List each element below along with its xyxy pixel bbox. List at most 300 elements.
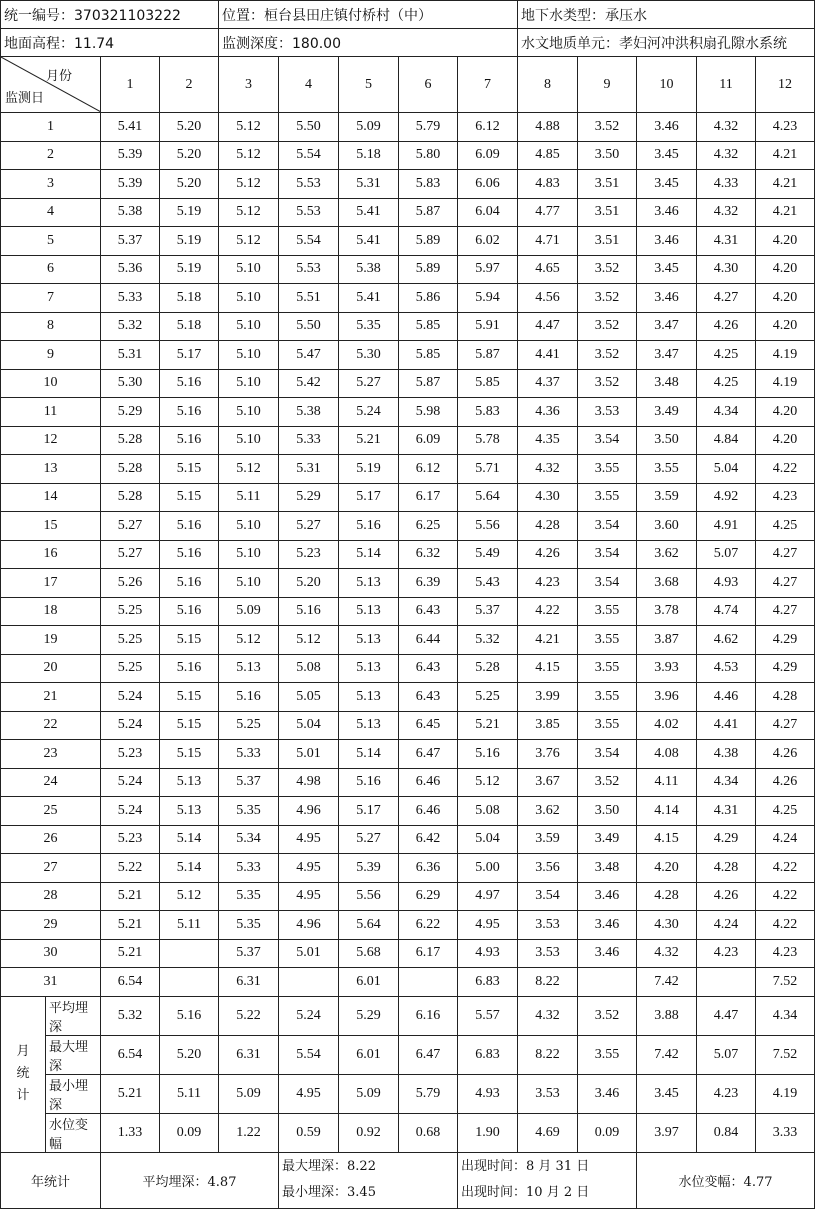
table-row <box>1 683 815 712</box>
day-cell: 30 <box>1 939 101 968</box>
value-cell: 4.95 <box>279 882 339 911</box>
value-cell: 4.77 <box>518 198 578 227</box>
stat-value: 5.32 <box>101 996 160 1035</box>
value-cell: 4.20 <box>756 398 815 427</box>
month-header: 7 <box>458 57 518 113</box>
value-cell: 4.98 <box>279 768 339 797</box>
value-cell: 3.60 <box>637 512 697 541</box>
value-cell: 5.12 <box>219 626 279 655</box>
stat-value: 0.84 <box>697 1113 756 1152</box>
value-cell: 3.52 <box>578 255 637 284</box>
value-cell: 4.21 <box>518 626 578 655</box>
annual-row <box>1 1152 815 1208</box>
value-cell: 4.96 <box>279 911 339 940</box>
value-cell: 5.25 <box>101 626 160 655</box>
value-cell: 5.26 <box>101 569 160 598</box>
value-cell: 3.45 <box>637 255 697 284</box>
value-cell: 5.15 <box>160 711 219 740</box>
stat-value: 6.83 <box>458 1035 518 1074</box>
value-cell: 5.13 <box>339 597 399 626</box>
value-cell: 4.20 <box>756 227 815 256</box>
value-cell: 4.95 <box>279 825 339 854</box>
table-row <box>1 768 815 797</box>
value-cell: 5.41 <box>339 284 399 313</box>
value-cell: 4.23 <box>697 939 756 968</box>
value-cell: 5.16 <box>219 683 279 712</box>
value-cell: 5.86 <box>399 284 458 313</box>
stat-value: 5.29 <box>339 996 399 1035</box>
value-cell: 5.13 <box>339 683 399 712</box>
value-cell: 3.47 <box>637 341 697 370</box>
stat-value: 3.88 <box>637 996 697 1035</box>
value-cell: 5.10 <box>219 569 279 598</box>
day-cell: 6 <box>1 255 101 284</box>
annual-range: 水位变幅：4.77 <box>637 1152 815 1208</box>
value-cell: 4.29 <box>756 654 815 683</box>
annual-max: 最大埋深：8.22 <box>282 1159 376 1174</box>
value-cell: 6.46 <box>399 797 458 826</box>
value-cell: 5.64 <box>339 911 399 940</box>
value-cell: 3.52 <box>578 369 637 398</box>
value-cell: 5.28 <box>101 483 160 512</box>
value-cell: 5.16 <box>160 597 219 626</box>
value-cell: 5.85 <box>399 312 458 341</box>
value-cell: 5.05 <box>279 683 339 712</box>
value-cell: 5.24 <box>101 768 160 797</box>
stat-value: 5.20 <box>160 1035 219 1074</box>
value-cell: 3.52 <box>578 768 637 797</box>
day-cell: 23 <box>1 740 101 769</box>
value-cell: 4.02 <box>637 711 697 740</box>
value-cell: 6.43 <box>399 683 458 712</box>
value-cell: 5.18 <box>160 284 219 313</box>
value-cell: 5.39 <box>101 170 160 199</box>
value-cell: 5.27 <box>101 540 160 569</box>
value-cell: 5.64 <box>458 483 518 512</box>
stats-row <box>1 1113 815 1152</box>
value-cell: 3.68 <box>637 569 697 598</box>
value-cell: 3.52 <box>578 312 637 341</box>
stat-value: 6.47 <box>399 1035 458 1074</box>
stat-value: 6.16 <box>399 996 458 1035</box>
table-row <box>1 882 815 911</box>
stat-value: 4.47 <box>697 996 756 1035</box>
month-header: 3 <box>219 57 279 113</box>
value-cell: 5.10 <box>219 312 279 341</box>
value-cell: 5.68 <box>339 939 399 968</box>
annual-label: 年统计 <box>1 1152 101 1208</box>
value-cell: 5.42 <box>279 369 339 398</box>
value-cell: 5.10 <box>219 512 279 541</box>
value-cell: 5.28 <box>101 455 160 484</box>
stat-value: 4.69 <box>518 1113 578 1152</box>
value-cell: 5.31 <box>101 341 160 370</box>
month-header: 8 <box>518 57 578 113</box>
stat-value: 4.95 <box>279 1074 339 1113</box>
value-cell: 3.46 <box>637 198 697 227</box>
value-cell: 4.27 <box>756 597 815 626</box>
day-cell: 3 <box>1 170 101 199</box>
value-cell: 3.76 <box>518 740 578 769</box>
value-cell: 6.12 <box>458 113 518 142</box>
value-cell: 5.32 <box>458 626 518 655</box>
day-cell: 25 <box>1 797 101 826</box>
value-cell: 4.30 <box>697 255 756 284</box>
hydrogeologic-unit: 水文地质单元：孝妇河冲洪积扇孔隙水系统 <box>518 29 815 57</box>
stat-label: 最大埋深 <box>46 1035 101 1074</box>
annual-times <box>458 1152 637 1208</box>
day-cell: 7 <box>1 284 101 313</box>
value-cell: 5.97 <box>458 255 518 284</box>
value-cell: 5.87 <box>458 341 518 370</box>
day-cell: 26 <box>1 825 101 854</box>
value-cell: 6.06 <box>458 170 518 199</box>
annual-min-time: 出现时间：10 月 2 日 <box>461 1185 590 1200</box>
value-cell: 5.04 <box>279 711 339 740</box>
value-cell: 3.48 <box>637 369 697 398</box>
table-row <box>1 141 815 170</box>
table-row <box>1 939 815 968</box>
value-cell: 4.28 <box>697 854 756 883</box>
value-cell: 6.47 <box>399 740 458 769</box>
table-row <box>1 854 815 883</box>
value-cell: 3.62 <box>518 797 578 826</box>
value-cell: 5.25 <box>101 654 160 683</box>
value-cell: 5.23 <box>101 740 160 769</box>
value-cell: 4.93 <box>458 939 518 968</box>
value-cell: 3.50 <box>578 141 637 170</box>
value-cell: 7.42 <box>637 968 697 997</box>
value-cell: 5.12 <box>219 113 279 142</box>
value-cell: 5.56 <box>339 882 399 911</box>
value-cell: 5.34 <box>219 825 279 854</box>
value-cell: 5.13 <box>339 654 399 683</box>
value-cell: 5.25 <box>101 597 160 626</box>
value-cell: 4.22 <box>756 854 815 883</box>
value-cell: 4.95 <box>279 854 339 883</box>
value-cell: 6.09 <box>458 141 518 170</box>
value-cell: 5.08 <box>458 797 518 826</box>
value-cell: 5.38 <box>279 398 339 427</box>
value-cell: 6.54 <box>101 968 160 997</box>
value-cell: 3.50 <box>637 426 697 455</box>
value-cell: 3.55 <box>578 683 637 712</box>
value-cell: 5.24 <box>339 398 399 427</box>
value-cell: 3.52 <box>578 284 637 313</box>
stat-value: 5.09 <box>219 1074 279 1113</box>
value-cell: 3.56 <box>518 854 578 883</box>
table-row <box>1 227 815 256</box>
day-axis-label: 监测日 <box>5 91 45 106</box>
table-row <box>1 626 815 655</box>
table-row <box>1 341 815 370</box>
value-cell <box>697 968 756 997</box>
value-cell: 4.30 <box>518 483 578 512</box>
value-cell: 5.24 <box>101 683 160 712</box>
value-cell: 4.23 <box>756 939 815 968</box>
value-cell: 4.26 <box>756 740 815 769</box>
value-cell: 5.91 <box>458 312 518 341</box>
day-cell: 14 <box>1 483 101 512</box>
value-cell: 5.16 <box>458 740 518 769</box>
value-cell: 5.25 <box>458 683 518 712</box>
value-cell: 5.18 <box>339 141 399 170</box>
value-cell: 4.22 <box>756 882 815 911</box>
value-cell: 5.23 <box>101 825 160 854</box>
value-cell: 6.29 <box>399 882 458 911</box>
value-cell: 5.41 <box>101 113 160 142</box>
value-cell: 4.19 <box>756 369 815 398</box>
value-cell: 5.16 <box>160 540 219 569</box>
value-cell: 5.16 <box>160 369 219 398</box>
value-cell: 4.34 <box>697 398 756 427</box>
stat-value: 5.79 <box>399 1074 458 1113</box>
value-cell: 5.22 <box>101 854 160 883</box>
day-cell: 18 <box>1 597 101 626</box>
value-cell: 5.16 <box>160 398 219 427</box>
value-cell: 5.29 <box>101 398 160 427</box>
value-cell <box>279 968 339 997</box>
value-cell: 5.53 <box>279 170 339 199</box>
value-cell: 3.93 <box>637 654 697 683</box>
value-cell: 4.25 <box>756 512 815 541</box>
value-cell: 5.43 <box>458 569 518 598</box>
value-cell: 5.01 <box>279 740 339 769</box>
value-cell: 5.29 <box>279 483 339 512</box>
value-cell: 5.09 <box>339 113 399 142</box>
value-cell: 5.27 <box>101 512 160 541</box>
value-cell: 5.20 <box>279 569 339 598</box>
value-cell: 3.55 <box>578 711 637 740</box>
value-cell: 4.36 <box>518 398 578 427</box>
value-cell: 4.27 <box>756 540 815 569</box>
day-cell: 16 <box>1 540 101 569</box>
ground-elevation: 地面高程：11.74 <box>1 29 219 57</box>
value-cell: 5.89 <box>399 227 458 256</box>
value-cell: 4.33 <box>697 170 756 199</box>
value-cell: 5.13 <box>339 626 399 655</box>
table-row <box>1 113 815 142</box>
value-cell: 5.39 <box>101 141 160 170</box>
header-row-1 <box>1 1 815 29</box>
value-cell: 4.31 <box>697 227 756 256</box>
value-cell: 5.32 <box>101 312 160 341</box>
value-cell: 5.33 <box>219 854 279 883</box>
table-row <box>1 369 815 398</box>
table-row <box>1 312 815 341</box>
value-cell: 4.20 <box>756 284 815 313</box>
value-cell: 5.83 <box>399 170 458 199</box>
value-cell: 5.24 <box>101 797 160 826</box>
value-cell: 4.27 <box>697 284 756 313</box>
value-cell: 3.55 <box>578 626 637 655</box>
value-cell: 4.32 <box>518 455 578 484</box>
value-cell: 4.91 <box>697 512 756 541</box>
value-cell: 5.13 <box>160 797 219 826</box>
value-cell: 5.10 <box>219 341 279 370</box>
value-cell: 7.52 <box>756 968 815 997</box>
value-cell: 3.87 <box>637 626 697 655</box>
table-row <box>1 398 815 427</box>
value-cell: 5.12 <box>219 141 279 170</box>
value-cell: 3.54 <box>578 426 637 455</box>
value-cell: 5.24 <box>101 711 160 740</box>
value-cell: 5.37 <box>101 227 160 256</box>
value-cell: 6.46 <box>399 768 458 797</box>
stat-value: 0.92 <box>339 1113 399 1152</box>
value-cell: 5.85 <box>458 369 518 398</box>
value-cell: 4.11 <box>637 768 697 797</box>
value-cell: 5.56 <box>458 512 518 541</box>
value-cell: 4.37 <box>518 369 578 398</box>
value-cell: 4.32 <box>697 113 756 142</box>
stat-value: 0.68 <box>399 1113 458 1152</box>
value-cell: 5.04 <box>458 825 518 854</box>
value-cell: 4.21 <box>756 198 815 227</box>
value-cell: 5.38 <box>101 198 160 227</box>
value-cell: 5.27 <box>339 825 399 854</box>
month-header-row <box>1 57 815 113</box>
value-cell: 5.35 <box>219 882 279 911</box>
value-cell: 6.02 <box>458 227 518 256</box>
stat-value: 3.46 <box>578 1074 637 1113</box>
value-cell: 4.25 <box>697 341 756 370</box>
value-cell: 3.45 <box>637 141 697 170</box>
value-cell: 3.52 <box>578 113 637 142</box>
value-cell: 4.84 <box>697 426 756 455</box>
value-cell: 3.46 <box>637 227 697 256</box>
value-cell: 5.36 <box>101 255 160 284</box>
value-cell: 4.41 <box>518 341 578 370</box>
value-cell: 4.20 <box>637 854 697 883</box>
value-cell: 4.65 <box>518 255 578 284</box>
stat-value: 6.54 <box>101 1035 160 1074</box>
day-cell: 12 <box>1 426 101 455</box>
value-cell: 5.13 <box>339 569 399 598</box>
value-cell: 6.17 <box>399 483 458 512</box>
month-header: 4 <box>279 57 339 113</box>
value-cell: 6.45 <box>399 711 458 740</box>
day-cell: 8 <box>1 312 101 341</box>
month-axis-label: 月份 <box>45 69 72 84</box>
value-cell: 6.39 <box>399 569 458 598</box>
value-cell: 5.19 <box>339 455 399 484</box>
value-cell: 4.32 <box>697 141 756 170</box>
value-cell: 3.48 <box>578 854 637 883</box>
value-cell: 3.51 <box>578 198 637 227</box>
value-cell: 4.30 <box>637 911 697 940</box>
stat-value: 8.22 <box>518 1035 578 1074</box>
month-header: 10 <box>637 57 697 113</box>
value-cell: 5.25 <box>219 711 279 740</box>
value-cell: 5.11 <box>219 483 279 512</box>
value-cell: 5.20 <box>160 170 219 199</box>
value-cell: 4.53 <box>697 654 756 683</box>
value-cell: 3.46 <box>637 113 697 142</box>
value-cell: 6.22 <box>399 911 458 940</box>
value-cell: 6.31 <box>219 968 279 997</box>
value-cell: 4.32 <box>697 198 756 227</box>
value-cell: 3.54 <box>578 540 637 569</box>
value-cell: 5.33 <box>219 740 279 769</box>
stat-value: 4.32 <box>518 996 578 1035</box>
value-cell: 4.34 <box>697 768 756 797</box>
value-cell: 6.09 <box>399 426 458 455</box>
value-cell: 5.13 <box>339 711 399 740</box>
stat-value: 7.42 <box>637 1035 697 1074</box>
value-cell: 5.08 <box>279 654 339 683</box>
annual-min: 最小埋深：3.45 <box>282 1185 376 1200</box>
value-cell: 5.31 <box>339 170 399 199</box>
value-cell: 5.15 <box>160 740 219 769</box>
value-cell: 5.21 <box>458 711 518 740</box>
stats-row <box>1 996 815 1035</box>
value-cell: 4.22 <box>756 455 815 484</box>
value-cell: 5.98 <box>399 398 458 427</box>
stat-value: 3.45 <box>637 1074 697 1113</box>
value-cell: 5.19 <box>160 255 219 284</box>
value-cell: 3.55 <box>578 483 637 512</box>
value-cell: 3.51 <box>578 170 637 199</box>
value-cell: 3.59 <box>518 825 578 854</box>
value-cell <box>578 968 637 997</box>
value-cell: 5.80 <box>399 141 458 170</box>
location: 位置：桓台县田庄镇付桥村（中） <box>219 1 518 29</box>
value-cell: 4.15 <box>637 825 697 854</box>
value-cell: 5.35 <box>219 797 279 826</box>
stat-value: 3.97 <box>637 1113 697 1152</box>
value-cell: 6.44 <box>399 626 458 655</box>
value-cell: 3.46 <box>578 911 637 940</box>
value-cell: 4.74 <box>697 597 756 626</box>
value-cell: 5.30 <box>339 341 399 370</box>
value-cell: 5.15 <box>160 626 219 655</box>
value-cell: 5.41 <box>339 198 399 227</box>
table-row <box>1 797 815 826</box>
value-cell: 5.10 <box>219 540 279 569</box>
station-id: 统一编号：370321103222 <box>1 1 219 29</box>
value-cell: 5.33 <box>101 284 160 313</box>
table-row <box>1 569 815 598</box>
value-cell: 5.31 <box>279 455 339 484</box>
value-cell: 3.55 <box>578 654 637 683</box>
value-cell: 3.46 <box>578 882 637 911</box>
group-char: 月 <box>16 1044 30 1059</box>
stat-value: 0.09 <box>578 1113 637 1152</box>
stat-value: 4.34 <box>756 996 815 1035</box>
value-cell: 3.49 <box>637 398 697 427</box>
groundwater-type: 地下水类型：承压水 <box>518 1 815 29</box>
value-cell: 5.16 <box>339 768 399 797</box>
value-cell: 5.16 <box>160 569 219 598</box>
header-row-2 <box>1 29 815 57</box>
value-cell: 5.53 <box>279 198 339 227</box>
stat-value: 5.57 <box>458 996 518 1035</box>
table-row <box>1 740 815 769</box>
value-cell: 5.33 <box>279 426 339 455</box>
table-row <box>1 825 815 854</box>
value-cell: 4.83 <box>518 170 578 199</box>
value-cell: 3.53 <box>578 398 637 427</box>
stat-value: 5.07 <box>697 1035 756 1074</box>
day-cell: 17 <box>1 569 101 598</box>
stat-value: 5.22 <box>219 996 279 1035</box>
value-cell: 3.59 <box>637 483 697 512</box>
day-cell: 13 <box>1 455 101 484</box>
stats-row <box>1 1074 815 1113</box>
value-cell: 5.78 <box>458 426 518 455</box>
value-cell: 4.88 <box>518 113 578 142</box>
